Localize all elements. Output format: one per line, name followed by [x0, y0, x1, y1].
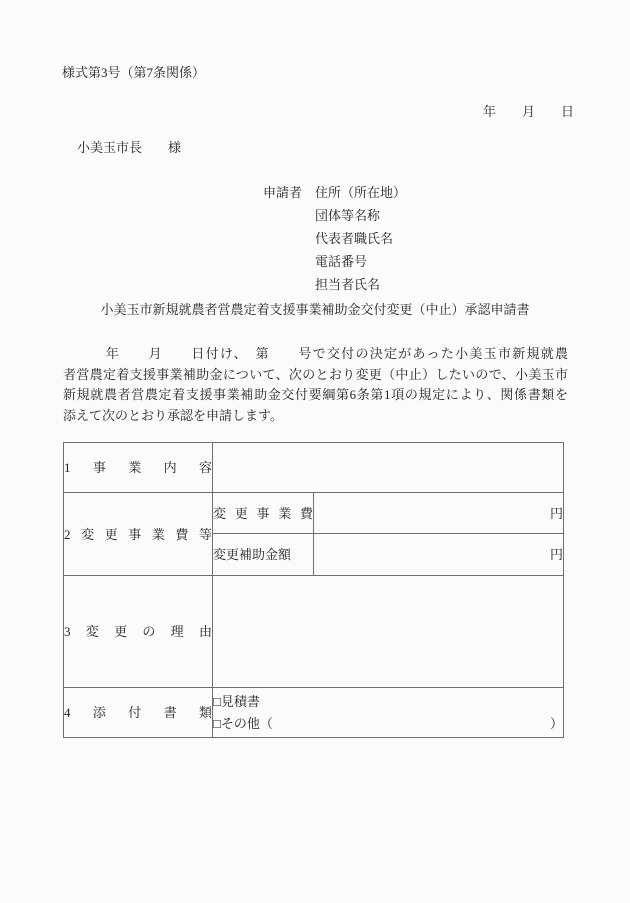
checkbox-icon: □ — [213, 694, 221, 709]
changed-subsidy-label: 変更補助金額 — [213, 547, 292, 562]
checkbox-icon: □ — [213, 715, 221, 731]
attachment-estimate-text: 見積書 — [220, 694, 260, 709]
change-reason-label-cell — [64, 576, 213, 688]
business-content-label-cell — [64, 443, 213, 493]
body-line-4: 添えて次のとおり承認を申請します。 — [63, 408, 283, 424]
business-content-label: 1 事 業 内 容 — [64, 460, 212, 475]
body-line-1: 年 月 日付け、 第 号で交付の決定があった小美玉市新規就農 — [63, 346, 568, 361]
attachments-value-cell — [213, 688, 564, 738]
yen-unit-label: 円 — [549, 547, 563, 562]
change-reason-label: 3 変 更 の 理 由 — [64, 624, 212, 639]
changed-cost-label: 2 変 更 事 業 費 等 — [64, 526, 212, 542]
applicant-field-organization: 団体等名称 — [315, 208, 381, 223]
change-reason-value-cell — [213, 576, 564, 688]
applicant-field-address: 住所（所在地） — [315, 185, 407, 200]
attachment-other-open — [213, 713, 273, 735]
applicant-field-representative: 代表者職氏名 — [315, 231, 394, 246]
changed-project-cost-label-cell — [213, 493, 314, 534]
attachments-label-cell — [64, 688, 213, 738]
changed-subsidy-value-cell — [314, 534, 564, 576]
applicant-label: 申請者 — [263, 185, 303, 200]
attachment-item-estimate — [213, 691, 563, 713]
table-row-change-reason — [64, 576, 564, 688]
applicant-field-contact-person: 担当者氏名 — [315, 277, 381, 292]
body-line-3: 新規就農者営農定着支援事業補助金交付要綱第6条第1項の規定により、関係書類を — [63, 387, 568, 403]
document-title: 小美玉市新規就農者営農定着支援事業補助金交付変更（中止）承認申請書 — [100, 302, 530, 317]
applicant-field-phone: 電話番号 — [315, 254, 368, 269]
changed-subsidy-label-cell — [213, 534, 314, 576]
application-table — [63, 442, 564, 738]
business-content-value-cell — [213, 443, 564, 493]
form-number: 様式第3号（第7条関係） — [62, 65, 206, 80]
attachments-label: 4 添 付 書 類 — [64, 705, 212, 720]
attachment-other-text: その他（ — [220, 715, 273, 731]
body-paragraph — [63, 344, 568, 427]
table-row-attachments — [64, 688, 564, 738]
table-row-business-content — [64, 443, 564, 493]
body-line-2: 者営農定着支援事業補助金について、次のとおり変更（中止）したいので、小美玉市 — [63, 366, 568, 382]
yen-unit-label: 円 — [549, 505, 563, 521]
applicant-block — [263, 181, 406, 296]
table-row-changed-cost — [64, 493, 564, 534]
changed-project-cost-value-cell — [314, 493, 564, 534]
close-paren: ） — [549, 715, 563, 731]
attachment-item-other — [213, 713, 563, 735]
changed-project-cost-label: 変 更 事 業 費 — [213, 505, 313, 521]
applicant-fields — [315, 181, 406, 296]
changed-cost-label-cell — [64, 493, 213, 576]
date-line: 年 月 日 — [482, 104, 574, 119]
addressee: 小美玉市長 様 — [77, 140, 182, 155]
